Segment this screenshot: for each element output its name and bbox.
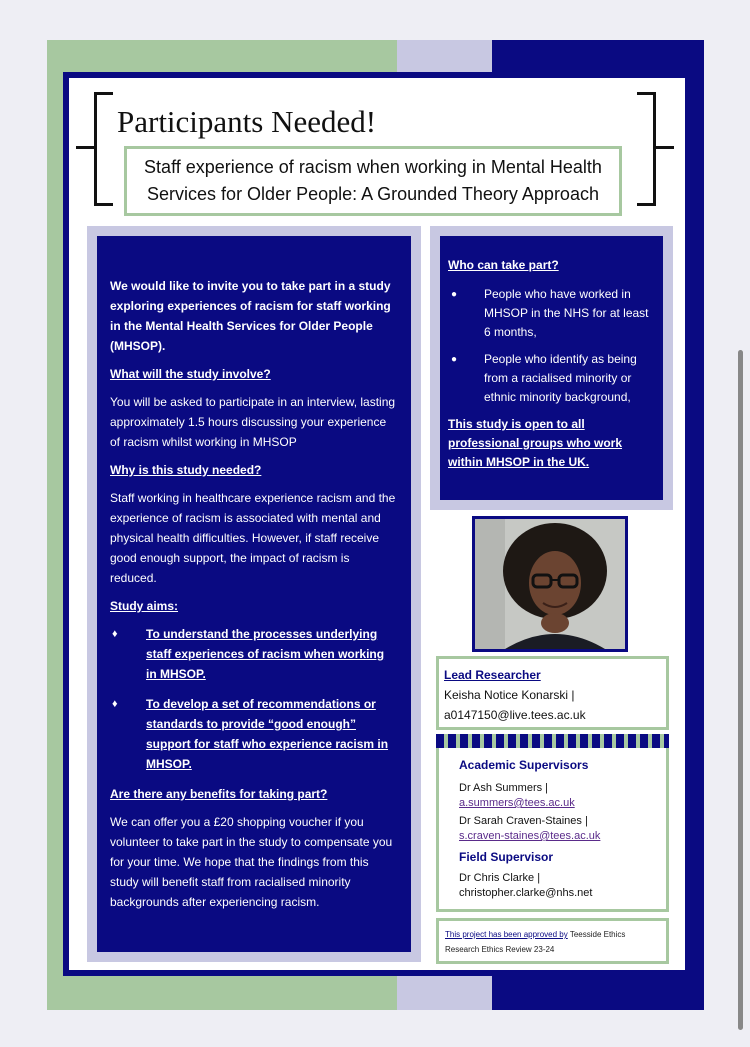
ethics-committee-text: Teesside Ethics Research Ethics Review 23-24 (445, 930, 626, 954)
why-heading: Why is this study needed? (110, 463, 262, 477)
scrollbar[interactable] (738, 350, 743, 1030)
field-heading: Field Supervisor (459, 850, 554, 864)
diamond-bullet-icon: ♦ (112, 698, 118, 710)
aim-item (110, 694, 398, 774)
field-name: Dr Chris Clarke | (459, 872, 541, 884)
lead-researcher-card (436, 656, 669, 730)
lead-name: Keisha Notice Konarski | (444, 688, 575, 702)
who-item (448, 285, 655, 342)
right-bracket-tick (656, 146, 674, 149)
involve-heading: What will the study involve? (110, 367, 271, 381)
left-bracket-tick (76, 146, 94, 149)
sup2-email-link[interactable]: s.craven-staines@tees.ac.uk (459, 830, 601, 842)
supervisors-card (436, 748, 669, 912)
researcher-portrait-icon (475, 519, 625, 649)
involve-text: You will be asked to participate in an interview, lasting approximately 1.5 hours discussing your experience of racism whilst working in MHSOP (110, 395, 396, 449)
right-bracket (637, 92, 656, 206)
open-to-all-text: This study is open to all professional groups who work within MHSOP in the UK. (448, 417, 623, 469)
aim-item (110, 624, 398, 684)
field-email[interactable]: christopher.clarke@nhs.net (459, 887, 593, 899)
bullet-icon: ● (451, 354, 458, 365)
intro-text: We would like to invite you to take part in a study exploring experiences of racism for staff working in the Mental Health Services for Older People (MHSOP). (110, 279, 391, 353)
study-info-panel (97, 236, 411, 952)
who-item (448, 350, 655, 407)
why-text: Staff working in healthcare experience racism and the experience of racism is associated with mental and physical health difficulties. However, if staff receive good enough support, the impact of racism is reduced. (110, 491, 396, 585)
benefits-heading: Are there any benefits for taking part? (110, 787, 328, 801)
study-title: Staff experience of racism when working in Mental Health Services for Older People: A Grounded Theory Approach (124, 146, 622, 216)
who-text: People who have worked in MHSOP in the NHS for at least 6 months, (484, 287, 649, 339)
lead-heading: Lead Researcher (444, 668, 541, 682)
left-bracket (94, 92, 113, 206)
aim-text: To understand the processes underlying staff experiences of racism when working in MHSOP. (146, 627, 385, 681)
who-heading: Who can take part? (448, 258, 559, 272)
aim-text: To develop a set of recommendations or standards to provide “good enough” support for staff who experience racism in MHSOP. (146, 697, 389, 771)
diamond-bullet-icon: ♦ (112, 628, 118, 640)
ethics-approved-text: This project has been approved by (445, 930, 568, 939)
sup1-name: Dr Ash Summers | (459, 782, 549, 794)
bullet-icon: ● (451, 289, 458, 300)
researcher-photo (472, 516, 628, 652)
sup2-name: Dr Sarah Craven-Staines | (459, 815, 588, 827)
decorative-stripe (436, 734, 669, 748)
poster-title: Participants Needed! (117, 104, 377, 139)
lead-email[interactable]: a0147150@live.tees.ac.uk (444, 708, 586, 722)
benefits-text: We can offer you a £20 shopping voucher if you volunteer to take part in the study to compensate you for your time. We hope that the findings from this study will benefit staff from racialised minority backgrounds after experiencing racism. (110, 815, 393, 909)
aims-heading: Study aims: (110, 599, 179, 613)
eligibility-panel (440, 236, 663, 500)
ethics-approval-note (436, 918, 669, 964)
sup1-email-link[interactable]: a.summers@tees.ac.uk (459, 797, 575, 809)
who-text: People who identify as being from a racialised minority or ethnic minority background, (484, 352, 637, 404)
academic-heading: Academic Supervisors (459, 758, 589, 772)
